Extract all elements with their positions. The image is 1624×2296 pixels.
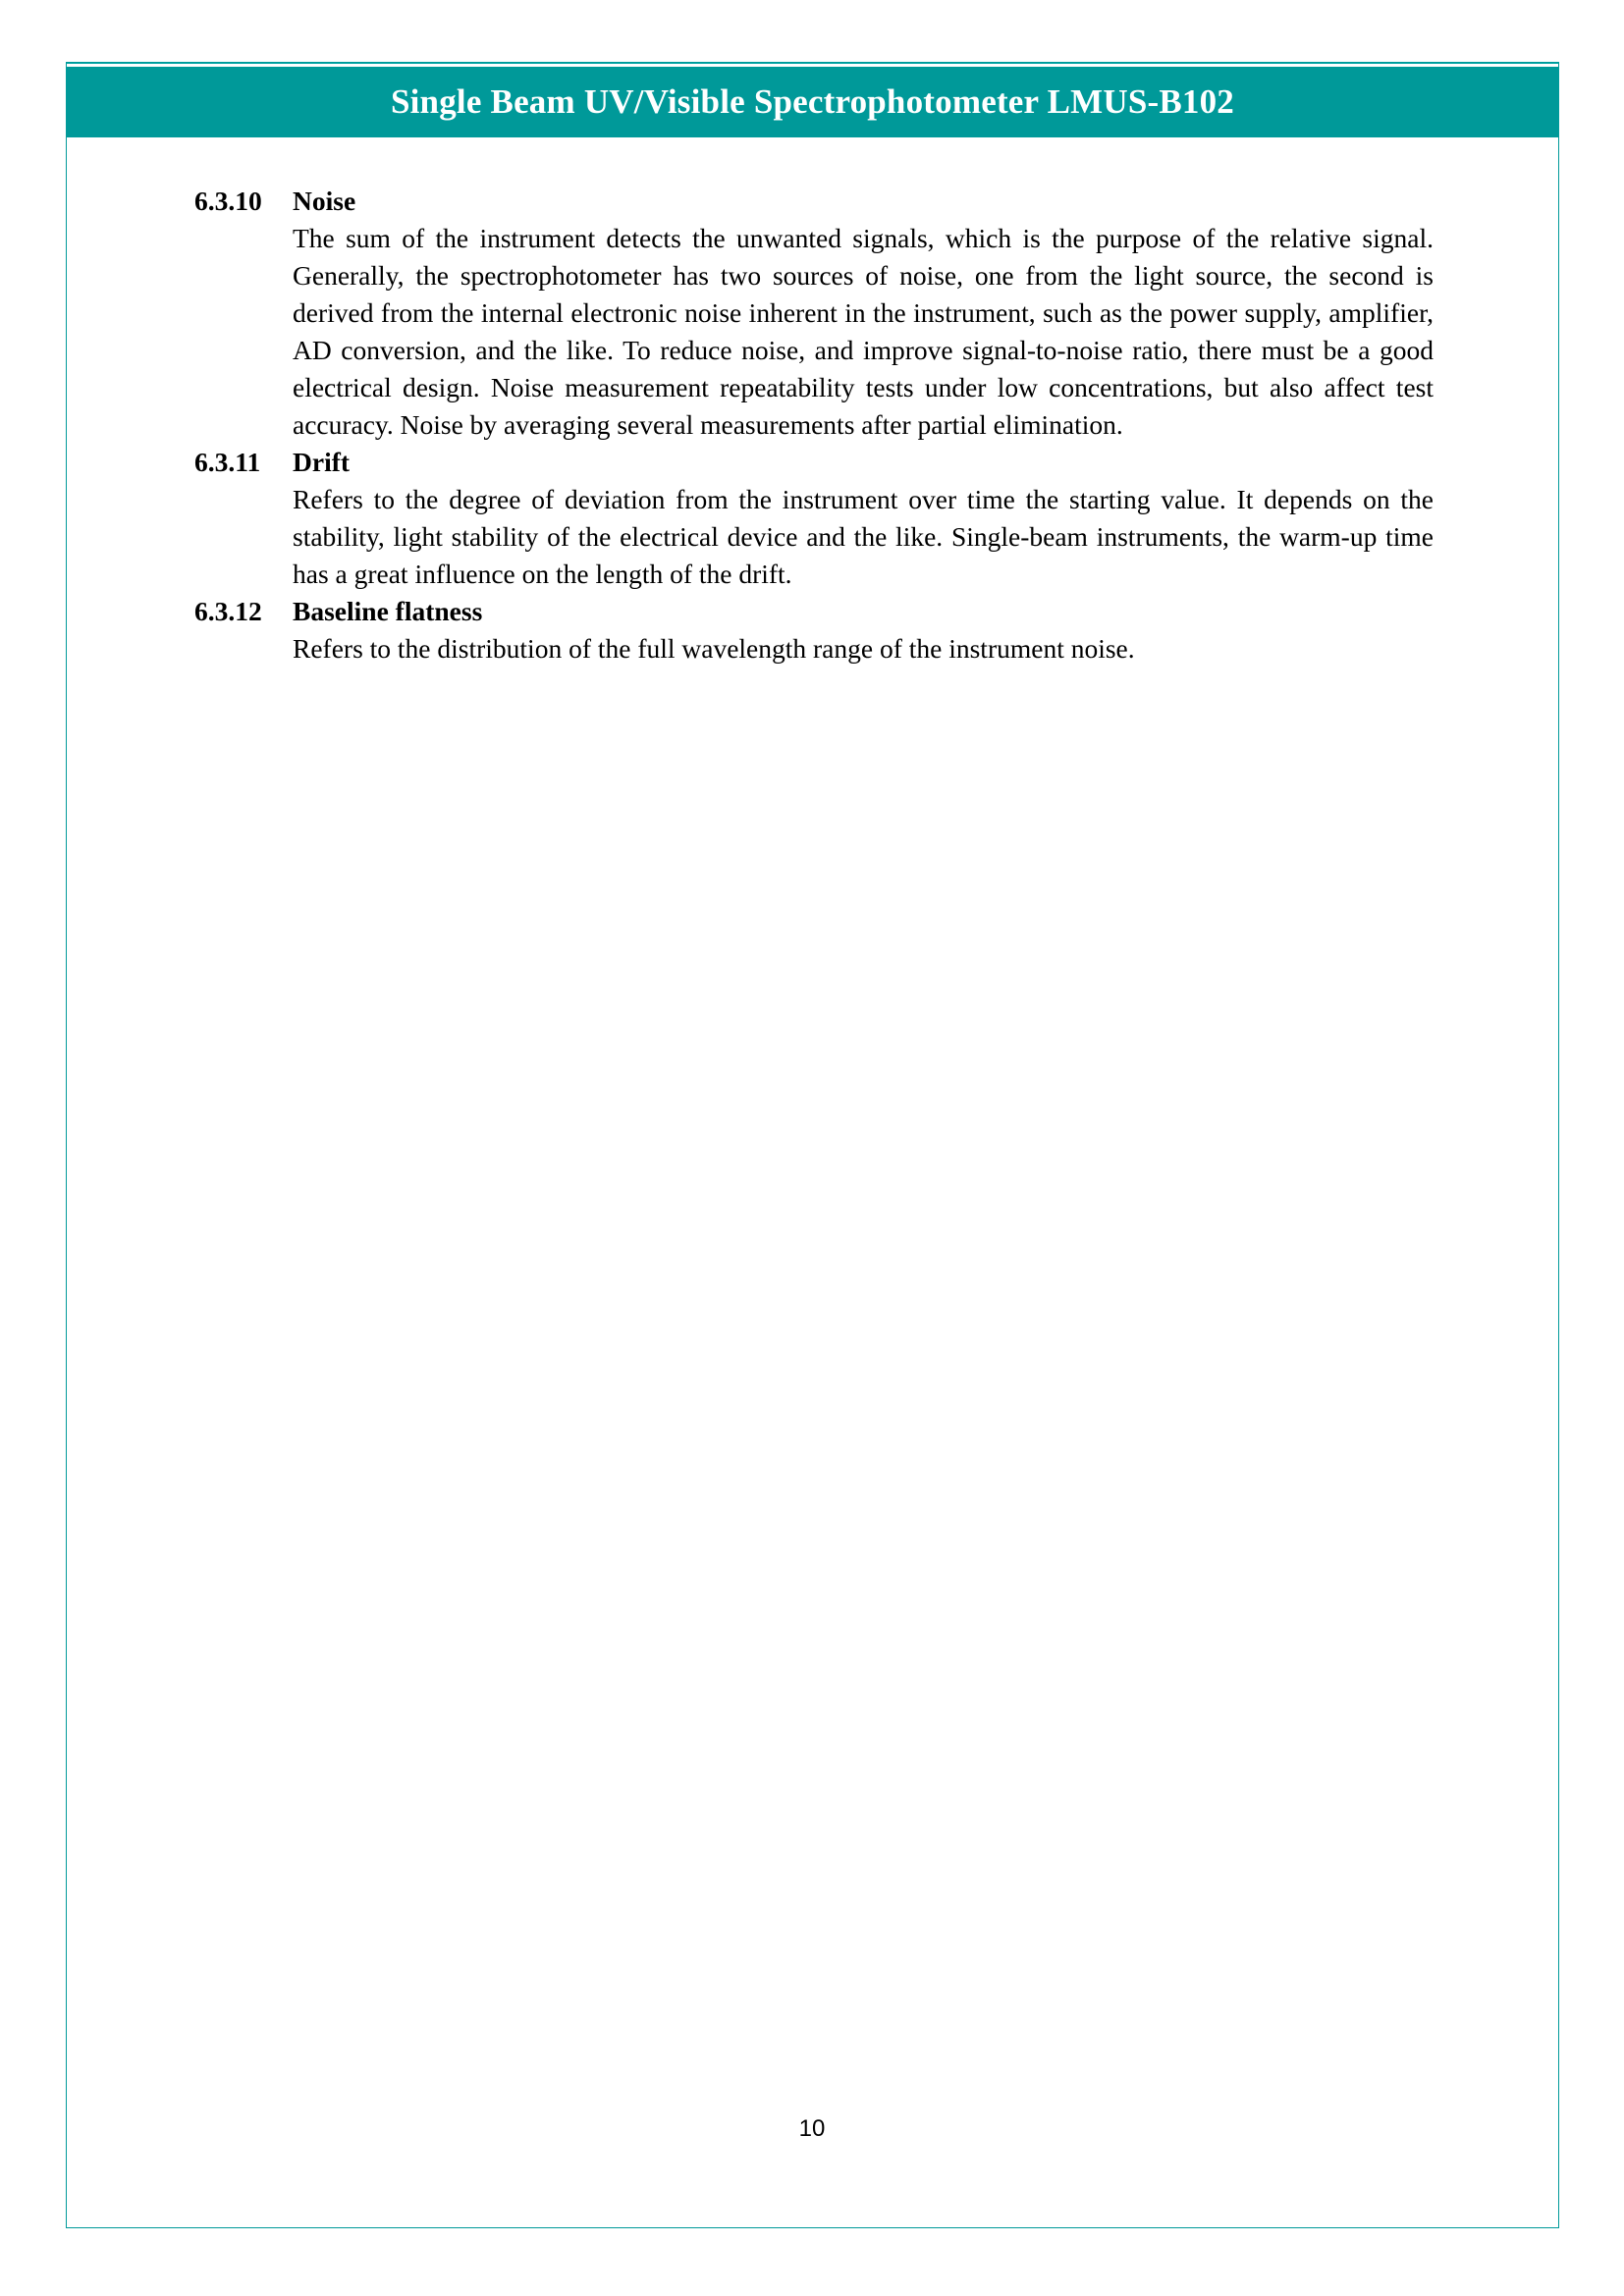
section-paragraph-baseline-flatness: Refers to the distribution of the full wavelength range of the instrument noise. (293, 633, 1135, 664)
section-heading-baseline-flatness (194, 593, 1434, 630)
section-label: Drift (293, 447, 351, 477)
page-header-band (67, 67, 1558, 137)
section-baseline-flatness (194, 593, 1434, 667)
section-noise (194, 183, 1434, 444)
section-number: 6.3.10 (194, 186, 262, 216)
section-paragraph-drift: Refers to the degree of deviation from the instrument over time the starting value. It depends on the stability, light stability of the electrical device and the like. Single-beam instruments, the warm-up time has a great influence on the length of the drift. (293, 484, 1434, 589)
section-number: 6.3.12 (194, 596, 262, 626)
section-paragraph-noise: The sum of the instrument detects the unwanted signals, which is the purpose of the relative signal. Generally, the spectrophotometer has two sources of noise, one from the light source, the second is derived from the internal electronic noise inherent in the instrument, such as the power supply, amplifier, AD conversion, and the like. To reduce noise, and improve signal-to-noise ratio, there must be a good electrical design. Noise measurement repeatability tests under low concentrations, but also affect test accuracy. Noise by averaging several measurements after partial elimination. (293, 223, 1434, 440)
section-drift (194, 444, 1434, 593)
section-heading-noise (194, 183, 1434, 220)
document-body (194, 183, 1434, 667)
section-heading-drift (194, 444, 1434, 481)
page-title: Single Beam UV/Visible Spectrophotometer LMUS-B102 (390, 82, 1235, 121)
page-number: 10 (798, 2115, 826, 2142)
section-number: 6.3.11 (194, 447, 261, 477)
section-label: Noise (293, 186, 356, 216)
section-label: Baseline flatness (293, 596, 483, 626)
